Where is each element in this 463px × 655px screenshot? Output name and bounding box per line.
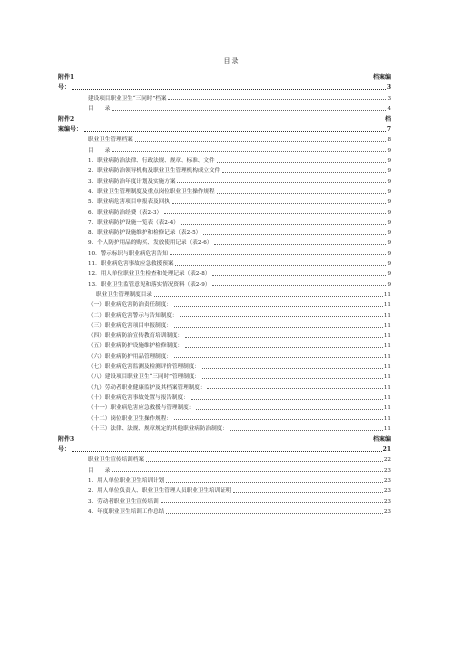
toc-dot-leader bbox=[84, 131, 386, 132]
toc-page-number: 9 bbox=[387, 271, 391, 278]
toc-dot-leader bbox=[202, 368, 383, 369]
toc-dot-leader bbox=[161, 502, 383, 503]
toc-entry-label: 1．职业病防治法律、行政法规、规章、标准、文件 bbox=[88, 158, 215, 165]
toc-dot-leader bbox=[212, 275, 386, 276]
toc-entry[interactable] bbox=[58, 360, 391, 370]
toc-entry-label: 4．职业卫生管理制度及重点岗位职业卫生操作规程 bbox=[88, 188, 215, 195]
toc-appendix-heading-cont[interactable] bbox=[58, 443, 391, 453]
toc-dot-leader bbox=[174, 306, 383, 307]
toc-dot-leader bbox=[230, 430, 383, 431]
toc-entry[interactable] bbox=[58, 391, 391, 401]
toc-dot-leader bbox=[72, 451, 382, 452]
toc-entry-label: 12．用人单位职业卫生检查和处理记录（表2-8） bbox=[88, 271, 211, 278]
toc-dot-leader bbox=[166, 482, 383, 483]
toc-entry[interactable] bbox=[58, 174, 391, 184]
toc-appendix-heading-cont[interactable] bbox=[58, 123, 391, 133]
toc-entry-label: 建设项目职业卫生“三同时”档案 bbox=[88, 95, 167, 102]
toc-heading-archive-label: 档案编 bbox=[372, 74, 391, 81]
toc-entry[interactable] bbox=[58, 474, 391, 484]
toc-entry[interactable] bbox=[58, 422, 391, 432]
toc-dot-leader bbox=[164, 213, 386, 214]
toc-page-number: 3 bbox=[387, 95, 391, 102]
toc-entry-label: （五）职业病防护设施维护检修制度： bbox=[88, 343, 184, 350]
toc-dot-leader bbox=[166, 513, 383, 514]
toc-entry-label: 号： bbox=[58, 84, 71, 92]
toc-entry[interactable] bbox=[58, 494, 391, 504]
toc-list bbox=[58, 70, 391, 515]
toc-page-number: 9 bbox=[387, 281, 391, 288]
toc-entry-label: 案编号： bbox=[58, 126, 83, 134]
toc-page-number: 8 bbox=[387, 137, 391, 144]
toc-dot-leader bbox=[174, 419, 383, 420]
toc-page-number: 9 bbox=[387, 168, 391, 175]
toc-entry-label: 8．职业病防护设施维护和检修记录（表2-5） bbox=[88, 230, 202, 237]
toc-page-number: 11 bbox=[383, 343, 391, 350]
toc-entry[interactable] bbox=[58, 236, 391, 246]
toc-entry-label: （十二）岗位职业卫生操作规程： bbox=[88, 415, 172, 422]
toc-entry-label: （七）职业病危害监测及检测评价管理制度： bbox=[88, 364, 200, 371]
toc-appendix-heading-cont[interactable] bbox=[58, 81, 391, 91]
toc-entry[interactable] bbox=[58, 329, 391, 339]
toc-entry[interactable] bbox=[58, 164, 391, 174]
toc-page-number: 11 bbox=[383, 425, 391, 432]
toc-entry[interactable] bbox=[58, 154, 391, 164]
toc-appendix-heading[interactable] bbox=[58, 432, 391, 443]
toc-entry-label: （六）职业病防护用品管理制度： bbox=[88, 353, 172, 360]
toc-entry-label: 3．职业病防治年度计划及实施方案 bbox=[88, 178, 176, 185]
toc-entry-label: 职业卫生宣传培训档案 bbox=[88, 457, 144, 464]
toc-entry-label: 职业卫生管理制度目录 bbox=[96, 291, 152, 298]
toc-page-number: 11 bbox=[383, 364, 391, 371]
toc-entry-label: 号： bbox=[58, 446, 71, 454]
toc-entry[interactable] bbox=[58, 185, 391, 195]
toc-dot-leader bbox=[170, 254, 387, 255]
toc-page-number: 9 bbox=[387, 178, 391, 185]
toc-entry[interactable] bbox=[58, 195, 391, 205]
toc-entry[interactable] bbox=[58, 370, 391, 380]
toc-entry[interactable] bbox=[58, 288, 391, 298]
toc-dot-leader bbox=[112, 110, 386, 111]
toc-entry-label: 7．职业病防护设施一览表（表2-4） bbox=[88, 219, 179, 226]
toc-entry[interactable] bbox=[58, 257, 391, 267]
toc-entry-label: 目 录 bbox=[88, 467, 111, 474]
toc-entry-label: 1．用人单位职业卫生培训计划 bbox=[88, 477, 165, 484]
toc-dot-leader bbox=[72, 89, 386, 90]
toc-entry[interactable] bbox=[58, 505, 391, 515]
toc-page-number: 9 bbox=[387, 230, 391, 237]
toc-page-number: 11 bbox=[383, 353, 391, 360]
toc-entry-label: 13．职业卫生监管意见和落实情况资料（表2-9） bbox=[88, 281, 211, 288]
toc-page-number: 23 bbox=[383, 467, 391, 474]
toc-entry-label: （九）劳动者职业健康监护及其档案管理制度： bbox=[88, 384, 206, 391]
toc-dot-leader bbox=[112, 151, 386, 152]
toc-entry-label: （四）职业病防治宣传教育培训制度： bbox=[88, 333, 184, 340]
toc-entry[interactable] bbox=[58, 349, 391, 359]
toc-dot-leader bbox=[146, 461, 383, 462]
toc-entry[interactable] bbox=[58, 267, 391, 277]
toc-page-number: 9 bbox=[387, 261, 391, 268]
toc-dot-leader bbox=[181, 224, 387, 225]
toc-entry[interactable] bbox=[58, 319, 391, 329]
toc-dot-leader bbox=[185, 337, 383, 338]
toc-heading-label: 附件2 bbox=[58, 115, 75, 123]
toc-entry-label: 4．年度职业卫生培训工作总结 bbox=[88, 508, 165, 515]
toc-page-number: 9 bbox=[387, 219, 391, 226]
toc-entry[interactable] bbox=[58, 463, 391, 473]
toc-page-number: 11 bbox=[383, 384, 391, 391]
toc-dot-leader bbox=[202, 378, 383, 379]
toc-entry[interactable] bbox=[58, 401, 391, 411]
toc-page-number: 9 bbox=[387, 147, 391, 154]
toc-entry[interactable] bbox=[58, 91, 391, 101]
toc-entry-label: （十三）法律、法规、规章规定的其他职业病防治制度： bbox=[88, 425, 228, 432]
toc-entry-label: （一）职业病危害防治责任制度： bbox=[88, 302, 172, 309]
toc-page-number: 21 bbox=[382, 446, 391, 454]
toc-entry[interactable] bbox=[58, 226, 391, 236]
toc-page-number: 9 bbox=[387, 250, 391, 257]
toc-page-number: 9 bbox=[387, 158, 391, 165]
toc-page-number: 23 bbox=[383, 498, 391, 505]
toc-entry[interactable] bbox=[58, 339, 391, 349]
toc-entry[interactable] bbox=[58, 246, 391, 256]
toc-page-number: 23 bbox=[383, 508, 391, 515]
toc-entry[interactable] bbox=[58, 298, 391, 308]
toc-appendix-heading[interactable] bbox=[58, 70, 391, 81]
toc-dot-leader bbox=[174, 357, 383, 358]
toc-entry[interactable] bbox=[58, 277, 391, 287]
toc-dot-leader bbox=[135, 141, 387, 142]
toc-page-number: 23 bbox=[383, 488, 391, 495]
toc-entry[interactable] bbox=[58, 205, 391, 215]
toc-page-number: 22 bbox=[383, 457, 391, 464]
toc-entry[interactable] bbox=[58, 133, 391, 143]
toc-dot-leader bbox=[207, 388, 382, 389]
toc-dot-leader bbox=[217, 193, 387, 194]
toc-page-number: 11 bbox=[383, 333, 391, 340]
toc-entry[interactable] bbox=[58, 308, 391, 318]
toc-entry-label: 6．职业病防治经费（表2-3） bbox=[88, 209, 163, 216]
toc-page-number: 11 bbox=[383, 405, 391, 412]
toc-entry-label: 职业卫生管理档案 bbox=[88, 137, 133, 144]
toc-entry-label: 目 录 bbox=[88, 105, 111, 112]
toc-entry-label: （三）职业病危害项目申报制度： bbox=[88, 322, 172, 329]
toc-dot-leader bbox=[233, 492, 382, 493]
toc-page-number: 11 bbox=[383, 302, 391, 309]
toc-page-number: 9 bbox=[387, 240, 391, 247]
toc-page-number: 9 bbox=[387, 199, 391, 206]
toc-heading-archive-label: 档 bbox=[384, 115, 391, 123]
toc-dot-leader bbox=[191, 399, 383, 400]
toc-entry[interactable] bbox=[58, 102, 391, 112]
toc-dot-leader bbox=[174, 327, 383, 328]
toc-page-number: 9 bbox=[387, 188, 391, 195]
toc-heading-label: 附件3 bbox=[58, 435, 75, 443]
toc-page-number: 11 bbox=[383, 312, 391, 319]
toc-entry[interactable] bbox=[58, 216, 391, 226]
toc-entry-label: 3．劳动者职业卫生宣传培训 bbox=[88, 498, 159, 505]
toc-entry-label: （八）建设项目职业卫生“三同时”管理制度： bbox=[88, 374, 201, 381]
toc-entry-label: （十一）职业病危害应急救援与管理制度： bbox=[88, 405, 195, 412]
toc-page-number: 9 bbox=[387, 209, 391, 216]
toc-dot-leader bbox=[180, 316, 383, 317]
toc-dot-leader bbox=[177, 182, 386, 183]
toc-dot-leader bbox=[175, 265, 386, 266]
toc-page-number: 4 bbox=[387, 105, 391, 112]
toc-entry-label: 5．职业病危害项目申报表及回执 bbox=[88, 199, 170, 206]
toc-page-number: 11 bbox=[383, 291, 391, 298]
page-title: 目录 bbox=[223, 57, 240, 65]
toc-entry[interactable] bbox=[58, 484, 391, 494]
toc-dot-leader bbox=[112, 471, 382, 472]
toc-dot-leader bbox=[168, 99, 386, 100]
toc-entry-label: （十）职业病危害事故处置与报告制度： bbox=[88, 394, 189, 401]
toc-entry[interactable] bbox=[58, 143, 391, 153]
toc-entry-label: 目 录 bbox=[88, 147, 111, 154]
toc-entry-label: 10．警示标识与职业病危害告知 bbox=[88, 250, 168, 257]
toc-dot-leader bbox=[203, 234, 386, 235]
toc-page-number: 11 bbox=[383, 415, 391, 422]
toc-entry-label: 11．职业病危害事故应急救援预案 bbox=[88, 261, 174, 268]
toc-appendix-heading[interactable] bbox=[58, 112, 391, 123]
toc-entry-label: 2．用人单位负责人、职业卫生管理人员职业卫生培训证明 bbox=[88, 488, 232, 495]
toc-dot-leader bbox=[214, 244, 386, 245]
toc-dot-leader bbox=[222, 172, 386, 173]
toc-entry-label: 2．职业病防治领导机构及职业卫生管理机构成立文件 bbox=[88, 168, 221, 175]
toc-entry[interactable] bbox=[58, 411, 391, 421]
toc-page-number: 3 bbox=[386, 84, 391, 92]
toc-page-number: 7 bbox=[386, 126, 391, 134]
toc-entry-label: （二）职业病危害警示与告知制度： bbox=[88, 312, 178, 319]
toc-dot-leader bbox=[212, 285, 386, 286]
toc-heading-label: 附件1 bbox=[58, 74, 75, 81]
toc-dot-leader bbox=[185, 347, 383, 348]
toc-entry[interactable] bbox=[58, 380, 391, 390]
toc-dot-leader bbox=[217, 162, 387, 163]
toc-page-number: 23 bbox=[383, 477, 391, 484]
toc-heading-archive-label: 档案编 bbox=[372, 435, 391, 443]
toc-entry-label: 9．个人防护用品的购买、发放使用记录（表2-6） bbox=[88, 240, 213, 247]
toc-page-number: 11 bbox=[383, 322, 391, 329]
toc-entry[interactable] bbox=[58, 453, 391, 463]
toc-dot-leader bbox=[172, 203, 387, 204]
toc-page-number: 11 bbox=[383, 394, 391, 401]
toc-page-number: 11 bbox=[383, 374, 391, 381]
toc-dot-leader bbox=[196, 409, 383, 410]
toc-dot-leader bbox=[154, 296, 383, 297]
